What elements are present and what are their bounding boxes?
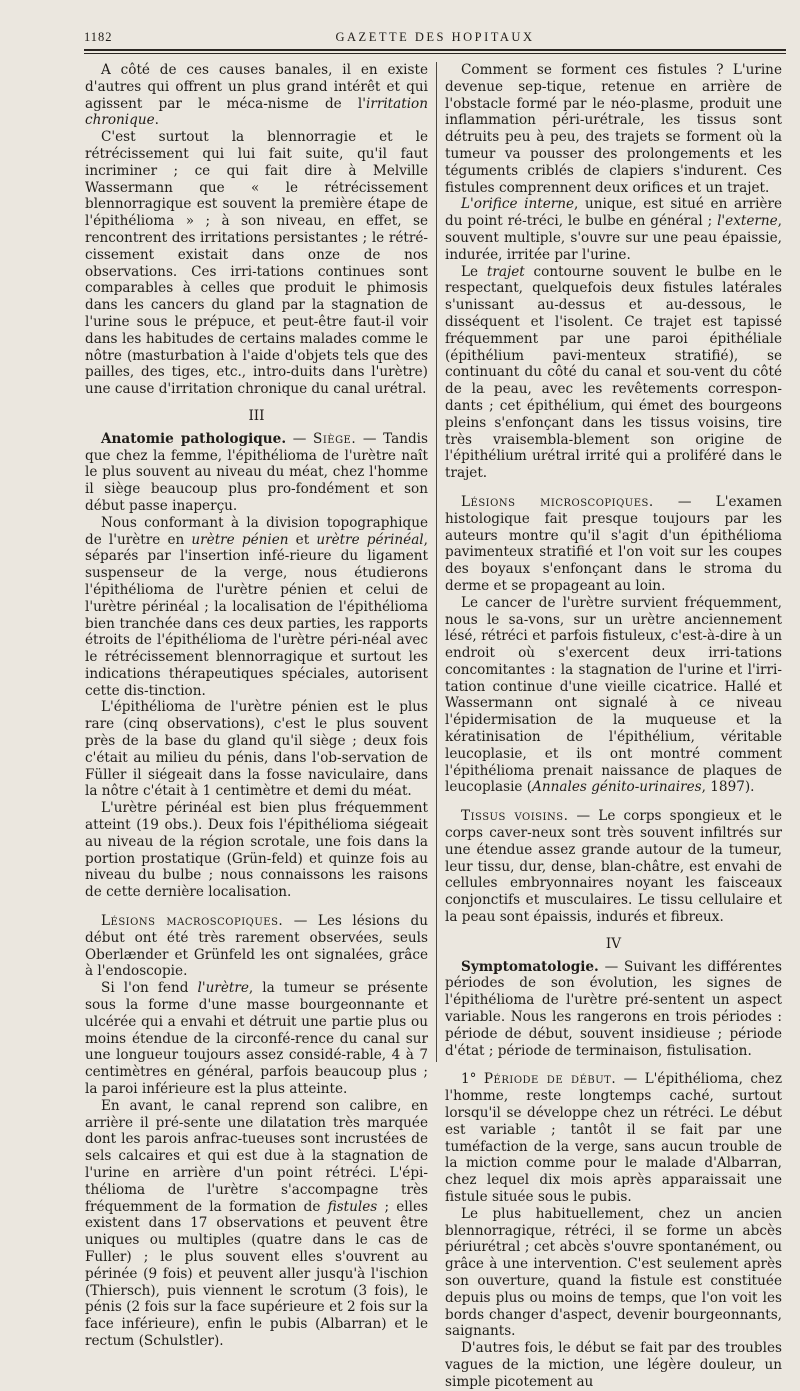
section-heading: Anatomie pathologique. bbox=[101, 430, 287, 447]
paragraph: Tissus voisins. — Le corps spongieux et le corps caver-neux sont très souvent infiltrés sur une étendue assez grande autour de la tumeur, leur tissu, dur, dense, blan-châtre, est envahi de cellules embryonnaires noyant les faisceaux conjonctifs et musculaires. Le tissu cellulaire et la peau sont épaissis, indurés et fibreux. bbox=[445, 808, 782, 926]
page-number: 1182 bbox=[84, 30, 113, 44]
section-number: IV bbox=[605, 935, 622, 952]
paragraph: Comment se forment ces fistules ? L'urine devenue sep-tique, retenue en arrière de l'obstacle formé par le néo-plasme, produit une inflammation péri-urétrale, les tissus sont détruits peu à peu, des trajets se forment où la tumeur va pousser des prolongements et les téguments criblés de clapiers s'indurent. Ces fistules comprennent deux orifices et un trajet. bbox=[445, 62, 782, 196]
section-heading: Symptomatologie. bbox=[461, 958, 599, 975]
header-rule bbox=[84, 49, 786, 51]
column-divider bbox=[436, 62, 437, 1062]
paragraph: Symptomatologie. — Suivant les différentes périodes de son évolution, les signes de l'épithélioma de l'urètre pré-sentent un aspect variable. Nous les rangerons en trois périodes : période de début, souvent insidieuse ; période d'état ; période de terminaison, fistulisation. bbox=[445, 958, 782, 1059]
running-header bbox=[84, 28, 786, 48]
paragraph: L'orifice interne, unique, est situé en arrière du point ré-tréci, le bulbe en général ; l'externe, souvent multiple, s'ouvre sur une peau épaissie, indurée, irritée par l'urine. bbox=[445, 196, 783, 263]
subheading: Période de début. bbox=[483, 1071, 617, 1088]
paragraph: Si l'on fend l'urètre, la tumeur se présente sous la forme d'une masse bourgeonnante et ulcérée qui a envahi et détruit une partie plus ou moins étendue de la circonfé-rence du canal sur une longueur toujours assez considé-rable, 4 à 7 centimètres en général, parfois beaucoup plus ; la paroi inférieure est la plus atteinte. bbox=[85, 980, 428, 1098]
right-column bbox=[445, 62, 782, 1391]
subheading: Tissus voisins. bbox=[461, 808, 569, 825]
paragraph: Lésions macroscopiques. — Les lésions du début ont été très rarement observées, seuls Oberlænder et Grünfeld les ont signalées, grâce à l'endoscopie. bbox=[85, 913, 428, 980]
section-number: III bbox=[248, 407, 265, 424]
paragraph: En avant, le canal reprend son calibre, en arrière il pré-sente une dilatation très marquée dont les parois anfrac-tueuses sont incrustées de sels calcaires et qui est due à la stagnation de l'urine en arrière d'un point rétréci. L'épi-thélioma de l'urètre s'accompagne très fréquemment de la formation de fistules ; elles existent dans 17 observations et peuvent être uniques ou multiples (quatre dans le cas de Fuller) ; le plus souvent elles s'ouvrent au périnée (9 fois) et peuvent aller jusqu'à l'ischion (Thiersch), puis viennent le scrotum (3 fois), le pénis (2 fois sur la face supérieure et 2 fois sur la face inférieure), enfin le pubis (Albarran) et le rectum (Schulstler). bbox=[85, 1097, 428, 1349]
paragraph: C'est surtout la blennorragie et le rétrécissement qui lui fait suite, qu'il faut incriminer ; ce qui fait dire à Melville Wassermann que « le rétrécissement blennorragique est souvent la première étape de l'épithélioma » ; à son niveau, en effet, se rencontrent des irritations persistantes ; le rétré-cissement existait dans onze de nos observations. Ces irri-tations continues sont comparables à celles que produit le phimosis dans les cancers du gland par la stagnation de l'urine sous le prépuce, et peut-être faut-il voir dans les habitudes de certains malades comme le nôtre (masturbation à l'aide d'objets tels que des pailles, des tiges, etc., intro-duits dans l'urètre) une cause d'irritation chronique du canal urétral. bbox=[85, 129, 428, 398]
paragraph: L'épithélioma de l'urètre pénien est le plus rare (cinq observations), c'est le plus souvent près de la base du gland qu'il siège ; deux fois c'était au milieu du pénis, dans l'ob-servation de Füller il siégeait dans la fosse naviculaire, dans la nôtre c'était à 1 centimètre et demi du méat. bbox=[85, 699, 428, 800]
paragraph: 1° Période de début. — L'épithélioma, chez l'homme, reste longtemps caché, surtout lorsqu'il se développe chez un rétréci. Le début est variable ; tantôt il se fait par une tuméfaction de la verge, sans aucun trouble de la miction comme pour le malade d'Albarran, chez lequel dix mois après apparaissait une fistule située sous le pubis. bbox=[445, 1071, 782, 1205]
subheading: Lésions macroscopiques. bbox=[101, 913, 284, 930]
paragraph: Lésions microscopiques. — L'examen histologique fait presque toujours par les auteurs montre qu'il s'agit d'un épithélioma pavimenteux stratifié et l'on voit sur les coupes des boyaux s'enfonçant dans le stroma du derme et se propageant au loin. bbox=[445, 493, 783, 594]
paragraph: L'urètre périnéal est bien plus fréquemment atteint (19 obs.). Deux fois l'épithélioma siégeait au niveau de la région scrotale, une fois dans la portion prostatique (Grün-feld) et quinze fois au niveau du bulbe ; nous connaissons les raisons de cette dernière localisation. bbox=[85, 800, 428, 901]
header-rule-thin bbox=[84, 53, 786, 54]
subheading: Lésions microscopiques. bbox=[461, 493, 654, 510]
paragraph: Nous conformant à la division topographique de l'urètre en urètre pénien et urètre périnéal, séparés par l'insertion infé-rieure du ligament suspenseur de la verge, nous étudierons l'épithélioma de l'urètre pénien et celui de l'urètre périnéal ; la localisation de l'épithélioma bien tranchée dans ces deux parties, les rapports étroits de l'épithélioma de l'urètre péri-néal avec le rétrécissement blennorragique et surtout les indications thérapeutiques spéciales, autorisent cette dis-tinction. bbox=[85, 514, 428, 699]
paragraph: Anatomie pathologique. — Siège. — Tandis que chez la femme, l'épithélioma de l'urètre naît le plus souvent au niveau du méat, chez l'homme il siège beaucoup plus pro-fondément et son début passe inaperçu. bbox=[85, 430, 428, 514]
paragraph: Le trajet contourne souvent le bulbe en le respectant, quelquefois deux fistules latérales s'unissant au-dessus et au-dessous, le disséquent et l'isolent. Ce trajet est tapissé fréquemment par une paroi épithéliale (épithélium pavi-menteux stratifié), se continuant du côté du canal et sou-vent du côté de la peau, avec les revêtements correspon-dants ; cet épithélium, qui émet des bourgeons pleins s'enfonçant dans les tissus voisins, tire très vraisembla-blement son origine de l'épithélium urétral irrité qui a proliféré dans le trajet. bbox=[445, 263, 782, 482]
left-column bbox=[85, 62, 428, 1350]
paragraph: Le plus habituellement, chez un ancien blennorragique, rétréci, il se forme un abcès périurétral ; cet abcès s'ouvre spontanément, ou grâce à une intervention. C'est seulement après son ouverture, quand la fistule est constituée depuis plus ou moins de temps, que l'on voit les bords changer d'aspect, devenir bourgeonnants, saignants. bbox=[445, 1205, 782, 1340]
running-title: GAZETTE DES HOPITAUX bbox=[335, 30, 535, 44]
paragraph: D'autres fois, le début se fait par des troubles vagues de la miction, une légère douleur, un simple picotement au bbox=[445, 1340, 782, 1390]
paragraph: Le cancer de l'urètre survient fréquemment, nous le sa-vons, sur un urètre anciennement lésé, rétréci et parfois fistuleux, c'est-à-dire à un endroit où s'exercent deux irri-tations concomitantes : la stagnation de l'urine et l'irri-tation continue d'une vieille cicatrice. Hallé et Wassermann ont signalé à ce niveau l'épidermisation de la muqueuse et la kératinisation de l'épithélium, véritable leucoplasie, et ils ont montré comment l'épithélioma prenait naissance de plaques de leucoplasie (Annales génito-urinaires, 1897). bbox=[445, 594, 782, 796]
subheading: Siège. bbox=[313, 430, 357, 447]
paragraph: A côté de ces causes banales, il en existe d'autres qui offrent un plus grand intérêt et qui agissent par le méca-nisme de l'irritation chronique. bbox=[85, 62, 428, 129]
